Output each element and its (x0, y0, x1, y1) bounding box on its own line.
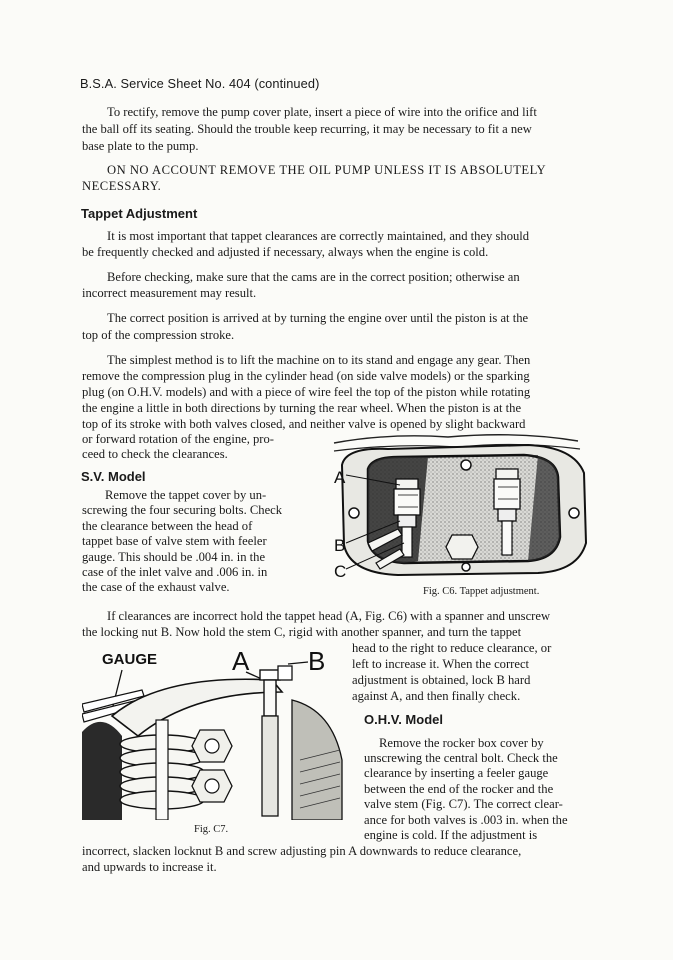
section-heading-sv: S.V. Model (81, 469, 146, 484)
sv-line: gauge. This should be .004 in. in the (82, 550, 266, 564)
tappet-p4-line: the engine a little in both directions by turning the rear wheel. When the piston is at the (82, 401, 522, 415)
adjust-line-right: against A, and then finally check. (352, 689, 521, 703)
ohv-line: unscrewing the central bolt. Check the (364, 751, 558, 765)
intro-line: base plate to the pump. (82, 139, 199, 153)
adjust-line-right: adjustment is obtained, lock B hard (352, 673, 531, 687)
figure-c6-caption: Fig. C6. Tappet adjustment. (423, 586, 540, 597)
sv-line: tappet base of valve stem with feeler (82, 534, 267, 548)
tappet-chest-drawing (328, 425, 596, 585)
ohv-final-line: and upwards to increase it. (82, 860, 217, 874)
intro-line: To rectify, remove the pump cover plate, insert a piece of wire into the orifice and lift (107, 105, 537, 119)
adjust-line: If clearances are incorrect hold the tappet head (A, Fig. C6) with a spanner and unscrew (107, 609, 551, 623)
tappet-p4-line: or forward rotation of the engine, pro- (82, 432, 274, 446)
fig-c6-label-c: C (334, 562, 347, 581)
tappet-p1-line: It is most important that tappet clearances are correctly maintained, and they should (107, 229, 530, 243)
ohv-line: valve stem (Fig. C7). The correct clear- (364, 797, 563, 811)
tappet-p4-line: remove the compression plug in the cylinder head (on side valve models) or the sparking (82, 369, 530, 383)
figure-c7-rocker-illustration (82, 640, 350, 820)
page-header: B.S.A. Service Sheet No. 404 (continued) (80, 76, 320, 91)
sv-line: the case of the exhaust valve. (82, 580, 230, 594)
tappet-p4-line: top of its stroke with both valves closed, and neither valve is opened by slight backward (82, 417, 526, 431)
tappet-p4-line: ceed to check the clearances. (82, 447, 228, 461)
figure-c7-caption: Fig. C7. (194, 824, 229, 835)
adjust-line-right: head to the right to reduce clearance, or (352, 641, 552, 655)
fig-c7-label-b: B (308, 646, 326, 676)
adjust-line: the locking nut B. Now hold the stem C, rigid with another spanner, and turn the tappet (82, 625, 522, 639)
intro-line: the ball off its seating. Should the trouble keep recurring, it may be necessary to fit a new (82, 122, 532, 136)
tappet-p1-line: be frequently checked and adjusted if necessary, always when the engine is cold. (82, 245, 489, 259)
tappet-p3-line: top of the compression stroke. (82, 328, 235, 342)
ohv-line: Remove the rocker box cover by (379, 736, 544, 750)
sv-line: Remove the tappet cover by un- (105, 488, 267, 502)
warning-line: NECESSARY. (82, 179, 162, 193)
figure-c6-tappet-illustration (328, 425, 596, 585)
fig-c7-label-a: A (232, 646, 250, 676)
fig-c6-label-a: A (334, 468, 346, 487)
adjust-line-right: left to increase it. When the correct (352, 657, 530, 671)
tappet-p2-line: Before checking, make sure that the cams are in the correct position; otherwise an (107, 270, 520, 284)
rocker-gauge-drawing (82, 640, 350, 820)
sv-line: screwing the four securing bolts. Check (82, 503, 283, 517)
fig-c6-label-b: B (334, 536, 346, 555)
ohv-final-line: incorrect, slacken locknut B and screw adjusting pin A downwards to reduce clearance, (82, 844, 522, 858)
ohv-line: between the end of the rocker and the (364, 782, 554, 796)
section-heading-tappet: Tappet Adjustment (81, 206, 198, 221)
tappet-p4-line: plug (on O.H.V. models) and with a piece of wire feel the top of the piston while rotating (82, 385, 531, 399)
sv-line: the clearance between the head of (82, 519, 253, 533)
section-heading-ohv: O.H.V. Model (364, 712, 443, 727)
fig-c7-label-gauge: GAUGE (102, 651, 158, 668)
tappet-p2-line: incorrect measurement may result. (82, 286, 257, 300)
ohv-line: ance for both valves is .003 in. when the (364, 813, 568, 827)
tappet-p3-line: The correct position is arrived at by turning the engine over until the piston is at the (107, 311, 529, 325)
warning-line: ON NO ACCOUNT REMOVE THE OIL PUMP UNLESS IT IS ABSOLUTELY (107, 163, 547, 177)
ohv-line: engine is cold. If the adjustment is (364, 828, 538, 842)
sv-line: case of the inlet valve and .006 in. in (82, 565, 268, 579)
tappet-p4-line: The simplest method is to lift the machine on to its stand and engage any gear. Then (107, 353, 531, 367)
ohv-line: clearance by inserting a feeler gauge (364, 766, 549, 780)
